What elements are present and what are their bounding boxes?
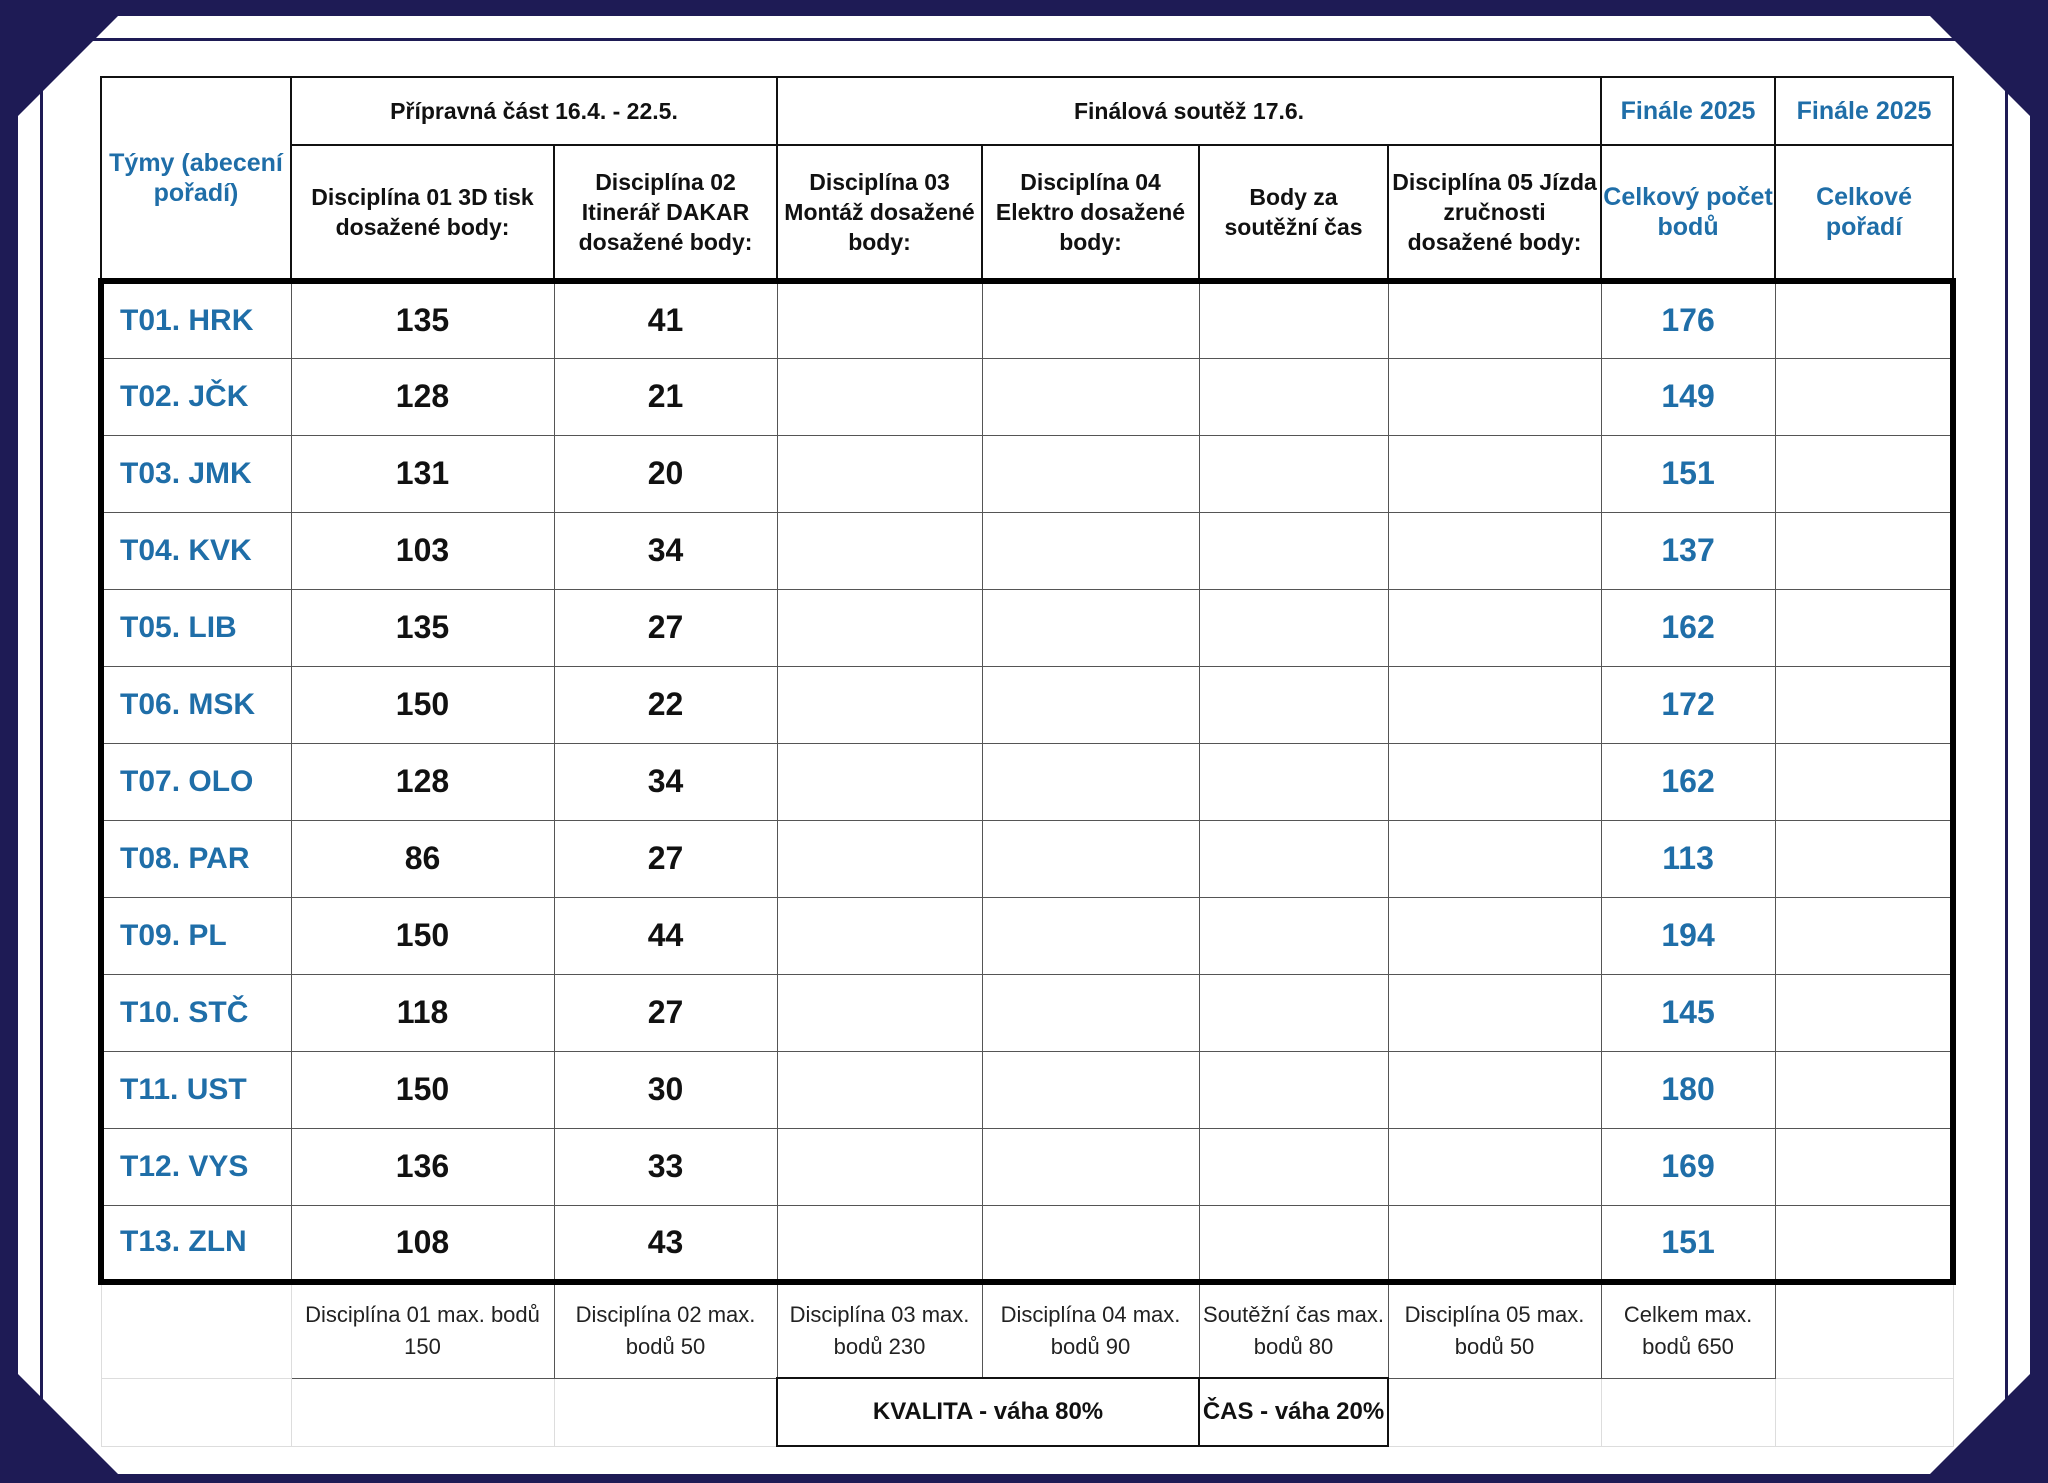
overall-rank — [1775, 512, 1953, 589]
d04-points — [982, 743, 1199, 820]
weights-empty-cell — [291, 1378, 554, 1446]
d02-points: 20 — [554, 435, 777, 512]
team-name: T10. STČ — [101, 974, 291, 1051]
d02-points: 27 — [554, 589, 777, 666]
overall-rank — [1775, 1128, 1953, 1205]
d03-points — [777, 897, 982, 974]
time-points — [1199, 820, 1388, 897]
d03-points — [777, 281, 982, 358]
weights-empty-cell — [554, 1378, 777, 1446]
d01-points: 135 — [291, 281, 554, 358]
d05-points — [1388, 358, 1601, 435]
total-points: 162 — [1601, 743, 1775, 820]
total-points: 149 — [1601, 358, 1775, 435]
team-name: T04. KVK — [101, 512, 291, 589]
footer-d05-max: Disciplína 05 max. bodů 50 — [1388, 1282, 1601, 1378]
time-weight-label: ČAS - váha 20% — [1199, 1378, 1388, 1446]
weights-empty-cell — [101, 1378, 291, 1446]
time-points — [1199, 666, 1388, 743]
d05-points — [1388, 743, 1601, 820]
d03-points — [777, 589, 982, 666]
results-table — [98, 76, 1956, 1447]
overall-rank — [1775, 435, 1953, 512]
d02-points: 34 — [554, 512, 777, 589]
d02-points: 41 — [554, 281, 777, 358]
overall-rank — [1775, 897, 1953, 974]
d01-points: 150 — [291, 666, 554, 743]
table-row — [101, 1128, 1953, 1205]
team-name: T08. PAR — [101, 820, 291, 897]
overall-rank — [1775, 1051, 1953, 1128]
d05-points — [1388, 897, 1601, 974]
header-d04: Disciplína 04 Elektro dosažené body: — [982, 145, 1199, 281]
d02-points: 27 — [554, 820, 777, 897]
d02-points: 44 — [554, 897, 777, 974]
d04-points — [982, 358, 1199, 435]
d04-points — [982, 1128, 1199, 1205]
d03-points — [777, 820, 982, 897]
team-name: T07. OLO — [101, 743, 291, 820]
d03-points — [777, 666, 982, 743]
d01-points: 128 — [291, 358, 554, 435]
time-points — [1199, 1128, 1388, 1205]
d02-points: 21 — [554, 358, 777, 435]
overall-rank — [1775, 743, 1953, 820]
d03-points — [777, 512, 982, 589]
footer-empty-cell — [1775, 1282, 1953, 1378]
table-row — [101, 589, 1953, 666]
d05-points — [1388, 1205, 1601, 1282]
table-row — [101, 1205, 1953, 1282]
header-finale-2: Finále 2025 — [1775, 77, 1953, 145]
d02-points: 34 — [554, 743, 777, 820]
d04-points — [982, 589, 1199, 666]
table-row — [101, 358, 1953, 435]
table-row — [101, 974, 1953, 1051]
time-points — [1199, 1205, 1388, 1282]
total-points: 151 — [1601, 435, 1775, 512]
header-d03: Disciplína 03 Montáž dosažené body: — [777, 145, 982, 281]
header-prep-group: Přípravná část 16.4. - 22.5. — [291, 77, 777, 145]
d04-points — [982, 666, 1199, 743]
header-d01: Disciplína 01 3D tisk dosažené body: — [291, 145, 554, 281]
table-row — [101, 435, 1953, 512]
d01-points: 136 — [291, 1128, 554, 1205]
team-name: T12. VYS — [101, 1128, 291, 1205]
team-name: T13. ZLN — [101, 1205, 291, 1282]
weights-empty-cell — [1601, 1378, 1775, 1446]
d04-points — [982, 281, 1199, 358]
time-points — [1199, 512, 1388, 589]
total-points: 113 — [1601, 820, 1775, 897]
quality-weight-label: KVALITA - váha 80% — [777, 1378, 1199, 1446]
footer-d01-max: Disciplína 01 max. bodů 150 — [291, 1282, 554, 1378]
header-finale-1: Finále 2025 — [1601, 77, 1775, 145]
overall-rank — [1775, 589, 1953, 666]
header-total: Celkový počet bodů — [1601, 145, 1775, 281]
header-rank: Celkové pořadí — [1775, 145, 1953, 281]
overall-rank — [1775, 820, 1953, 897]
d03-points — [777, 1051, 982, 1128]
d01-points: 131 — [291, 435, 554, 512]
d04-points — [982, 820, 1199, 897]
header-teams: Týmy (abecení pořadí) — [101, 77, 291, 281]
d04-points — [982, 512, 1199, 589]
footer-d03-max: Disciplína 03 max. bodů 230 — [777, 1282, 982, 1378]
table-row — [101, 512, 1953, 589]
overall-rank — [1775, 281, 1953, 358]
overall-rank — [1775, 358, 1953, 435]
d03-points — [777, 1205, 982, 1282]
d04-points — [982, 974, 1199, 1051]
d04-points — [982, 1205, 1199, 1282]
total-points: 137 — [1601, 512, 1775, 589]
d01-points: 135 — [291, 589, 554, 666]
time-points — [1199, 743, 1388, 820]
table-row — [101, 897, 1953, 974]
d05-points — [1388, 1128, 1601, 1205]
d01-points: 103 — [291, 512, 554, 589]
d01-points: 118 — [291, 974, 554, 1051]
d01-points: 86 — [291, 820, 554, 897]
d04-points — [982, 1051, 1199, 1128]
total-points: 176 — [1601, 281, 1775, 358]
d03-points — [777, 358, 982, 435]
d04-points — [982, 435, 1199, 512]
d03-points — [777, 974, 982, 1051]
team-name: T09. PL — [101, 897, 291, 974]
time-points — [1199, 589, 1388, 666]
header-final-group: Finálová soutěž 17.6. — [777, 77, 1601, 145]
header-d02: Disciplína 02 Itinerář DAKAR dosažené body: — [554, 145, 777, 281]
team-name: T03. JMK — [101, 435, 291, 512]
d02-points: 43 — [554, 1205, 777, 1282]
overall-rank — [1775, 666, 1953, 743]
overall-rank — [1775, 1205, 1953, 1282]
table-row — [101, 743, 1953, 820]
d01-points: 128 — [291, 743, 554, 820]
team-name: T05. LIB — [101, 589, 291, 666]
footer-d02-max: Disciplína 02 max. bodů 50 — [554, 1282, 777, 1378]
d04-points — [982, 897, 1199, 974]
table-row — [101, 666, 1953, 743]
team-name: T11. UST — [101, 1051, 291, 1128]
total-points: 194 — [1601, 897, 1775, 974]
header-time: Body za soutěžní čas — [1199, 145, 1388, 281]
d03-points — [777, 435, 982, 512]
footer-time-max: Soutěžní čas max. bodů 80 — [1199, 1282, 1388, 1378]
time-points — [1199, 897, 1388, 974]
header-d05: Disciplína 05 Jízda zručnosti dosažené body: — [1388, 145, 1601, 281]
time-points — [1199, 435, 1388, 512]
team-name: T01. HRK — [101, 281, 291, 358]
total-points: 180 — [1601, 1051, 1775, 1128]
d02-points: 33 — [554, 1128, 777, 1205]
table-row — [101, 1051, 1953, 1128]
d01-points: 108 — [291, 1205, 554, 1282]
overall-rank — [1775, 974, 1953, 1051]
weights-empty-cell — [1388, 1378, 1601, 1446]
time-points — [1199, 1051, 1388, 1128]
weights-empty-cell — [1775, 1378, 1953, 1446]
table-row — [101, 820, 1953, 897]
total-points: 169 — [1601, 1128, 1775, 1205]
footer-d04-max: Disciplína 04 max. bodů 90 — [982, 1282, 1199, 1378]
team-name: T02. JČK — [101, 358, 291, 435]
d05-points — [1388, 1051, 1601, 1128]
d05-points — [1388, 589, 1601, 666]
total-points: 151 — [1601, 1205, 1775, 1282]
footer-empty-cell — [101, 1282, 291, 1378]
table-row — [101, 281, 1953, 358]
team-name: T06. MSK — [101, 666, 291, 743]
d05-points — [1388, 435, 1601, 512]
d05-points — [1388, 974, 1601, 1051]
time-points — [1199, 974, 1388, 1051]
d05-points — [1388, 820, 1601, 897]
d05-points — [1388, 281, 1601, 358]
d05-points — [1388, 512, 1601, 589]
d03-points — [777, 743, 982, 820]
time-points — [1199, 358, 1388, 435]
d03-points — [777, 1128, 982, 1205]
time-points — [1199, 281, 1388, 358]
d01-points: 150 — [291, 1051, 554, 1128]
total-points: 172 — [1601, 666, 1775, 743]
total-points: 145 — [1601, 974, 1775, 1051]
footer-total-max: Celkem max. bodů 650 — [1601, 1282, 1775, 1378]
total-points: 162 — [1601, 589, 1775, 666]
d01-points: 150 — [291, 897, 554, 974]
d05-points — [1388, 666, 1601, 743]
d02-points: 27 — [554, 974, 777, 1051]
d02-points: 30 — [554, 1051, 777, 1128]
d02-points: 22 — [554, 666, 777, 743]
